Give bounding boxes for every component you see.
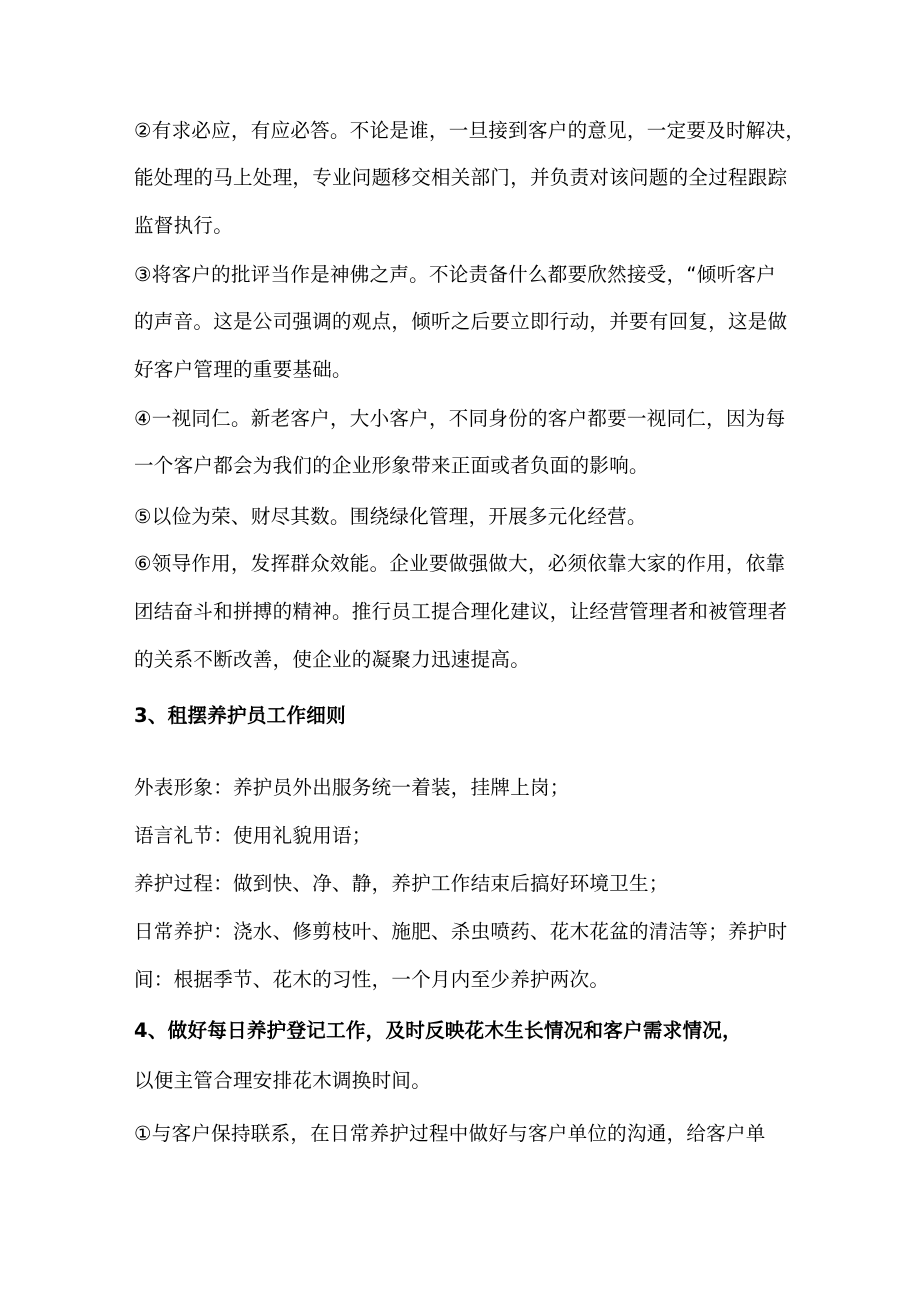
paragraph-line: ③将客户的批评当作是神佛之声。不论责备什么都要欣然接受，“倾听客户 bbox=[134, 263, 776, 286]
paragraph-line: ②有求必应，有应必答。不论是谁，一旦接到客户的意见，一定要及时解决， bbox=[134, 119, 806, 142]
paragraph-line: 监督执行。 bbox=[134, 214, 234, 237]
paragraph-line: 的声音。这是公司强调的观点，倾听之后要立即行动，并要有回复，这是做 bbox=[134, 310, 788, 333]
paragraph-line: 以便主管合理安排花木调换时间。 bbox=[134, 1069, 432, 1092]
paragraph-line: ⑤以俭为荣、财尽其数。围绕绿化管理，开展多元化经营。 bbox=[134, 505, 647, 528]
paragraph-line: 日常养护：浇水、修剪枝叶、施肥、杀虫喷药、花木花盆的清洁等；养护时 bbox=[134, 920, 788, 943]
paragraph-line: 的关系不断改善，使企业的凝聚力迅速提高。 bbox=[134, 648, 531, 671]
paragraph-line: 间：根据季节、花木的习性，一个月内至少养护两次。 bbox=[134, 968, 610, 991]
paragraph-line: 养护过程：做到快、净、静，养护工作结束后搞好环境卫生； bbox=[134, 872, 669, 895]
paragraph-line: 语言礼节：使用礼貌用语； bbox=[134, 824, 372, 847]
paragraph-line: 团结奋斗和拼搏的精神。推行员工提合理化建议，让经营管理者和被管理者 bbox=[134, 600, 788, 623]
paragraph-line: ④一视同仁。新老客户，大小客户，不同身份的客户都要一视同仁，因为每 bbox=[134, 407, 786, 430]
paragraph-line: ⑥领导作用，发挥群众效能。企业要做强做大，必须依靠大家的作用，依靠 bbox=[134, 552, 786, 575]
paragraph-line: 能处理的马上处理，专业问题移交相关部门，并负责对该问题的全过程跟踪 bbox=[134, 166, 788, 189]
section-heading: 4、做好每日养护登记工作，及时反映花木生长情况和客户需求情况， bbox=[134, 1019, 742, 1042]
section-heading: 3、租摆养护员工作细则 bbox=[134, 704, 346, 727]
paragraph-line: 好客户管理的重要基础。 bbox=[134, 358, 352, 381]
paragraph-line: 外表形象：养护员外出服务统一着装，挂牌上岗； bbox=[134, 776, 570, 799]
paragraph-line: 一个客户都会为我们的企业形象带来正面或者负面的影响。 bbox=[134, 454, 649, 477]
paragraph-line: ①与客户保持联系，在日常养护过程中做好与客户单位的沟通，给客户单 bbox=[134, 1122, 766, 1145]
